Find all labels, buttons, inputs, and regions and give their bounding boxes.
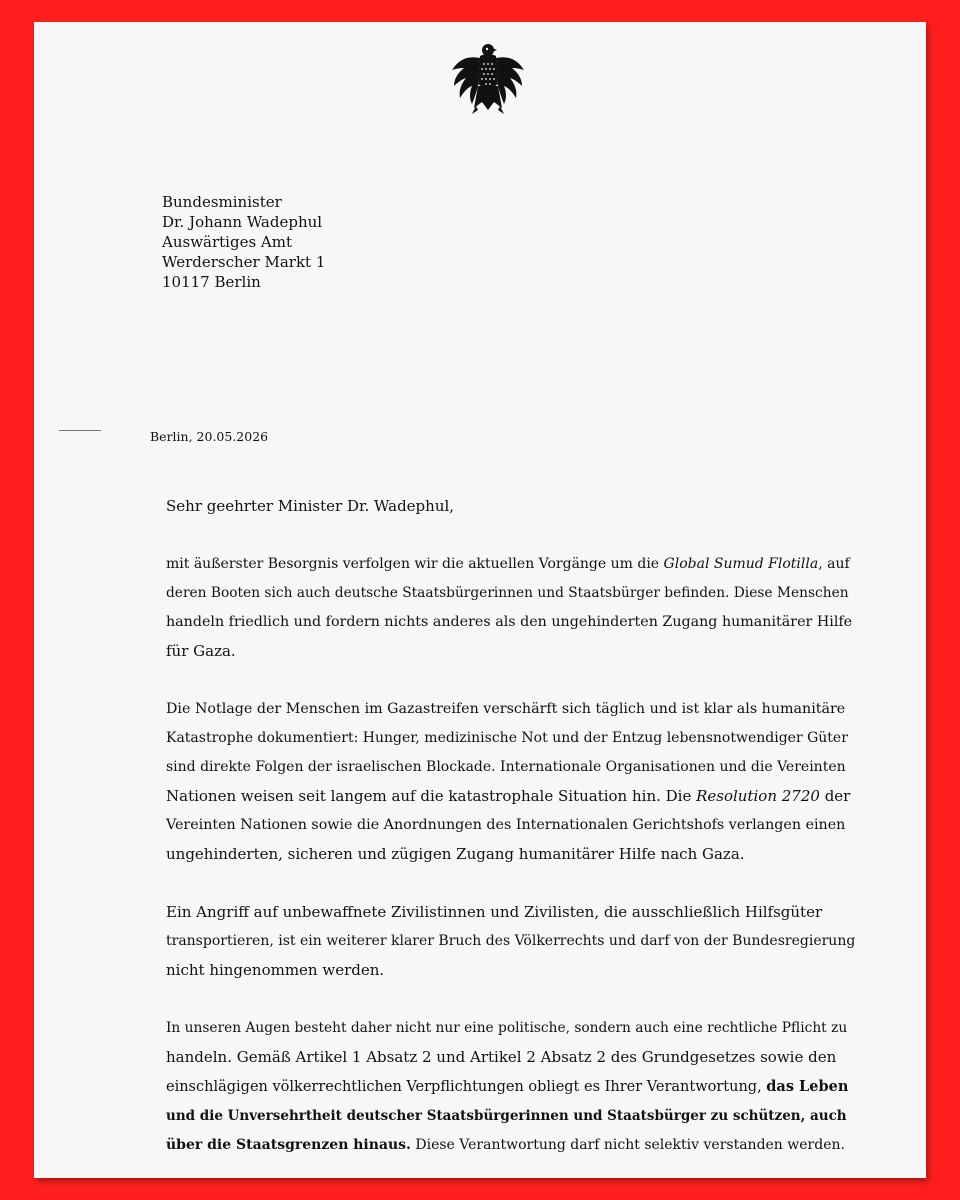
letter-date: Berlin, 20.05.2026 (150, 429, 269, 444)
paragraph-line: handeln friedlich und fordern nichts anderes als den ungehinderten Zugang humanitärer Hilfe (166, 614, 853, 630)
paragraph-line (166, 1072, 856, 1102)
letter-sheet (34, 22, 926, 1178)
paragraph-line: deren Booten sich auch deutsche Staatsbürgerinnen und Staatsbürger befinden. Diese Menschen (166, 585, 849, 601)
paragraph-line: Katastrophe dokumentiert: Hunger, medizinische Not und der Entzug lebensnotwendiger Güter (166, 730, 848, 746)
recipient-name: Dr. Johann Wadephul (162, 213, 323, 231)
bundestag-eagle-icon (448, 40, 528, 116)
paragraph-line: In unseren Augen besteht daher nicht nur eine politische, sondern auch eine rechtliche Pflicht zu (166, 1020, 848, 1036)
paragraph-line: für Gaza. (166, 642, 236, 660)
letter-body (166, 492, 856, 1178)
recipient-city: 10117 Berlin (162, 273, 261, 291)
text-segment: mit äußerster Besorgnis verfolgen wir die aktuellen Vorgänge um die (166, 556, 664, 572)
paragraph-4 (166, 1014, 856, 1160)
paragraph-line (166, 1102, 856, 1131)
paragraph-2 (166, 695, 856, 869)
salutation: Sehr geehrter Minister Dr. Wadephul, (166, 497, 455, 515)
text-segment: einschlägigen völkerrechtlichen Verpflichtungen obliegt es Ihrer Verantwortung, (166, 1079, 767, 1095)
paragraph-1 (166, 550, 856, 666)
text-segment: der (819, 787, 851, 805)
paragraph-line: nicht hingenommen werden. (166, 961, 385, 979)
paragraph-line: sind direkte Folgen der israelischen Blockade. Internationale Organisationen und die Vereinten (166, 759, 846, 775)
paragraph-line: transportieren, ist ein weiterer klarer Bruch des Völkerrechts und darf von der Bundesregierung (166, 933, 856, 949)
text-segment: Nationen weisen seit langem auf die katastrophale Situation hin. Die (166, 787, 697, 805)
recipient-title: Bundesminister (162, 193, 282, 211)
paragraph-line (166, 1131, 856, 1160)
paragraph-line (166, 550, 856, 579)
fold-mark (59, 430, 101, 431)
recipient-office: Auswärtiges Amt (162, 233, 292, 251)
paragraph-line: handeln. Gemäß Artikel 1 Absatz 2 und Artikel 2 Absatz 2 des Grundgesetzes sowie den (166, 1048, 837, 1066)
recipient-address (162, 192, 325, 292)
paragraph-line: Die Notlage der Menschen im Gazastreifen verschärft sich täglich und ist klar als humanitäre (166, 701, 846, 717)
paragraph-line: Vereinten Nationen sowie die Anordnungen des Internationalen Gerichtshofs verlangen einen (166, 817, 846, 833)
paragraph-line (166, 782, 856, 811)
paragraph-3 (166, 898, 856, 985)
bold-segment: über die Staatsgrenzen hinaus. (166, 1137, 411, 1153)
recipient-street: Werderscher Markt 1 (162, 253, 326, 271)
bold-segment: und die Unversehrtheit deutscher Staatsbürgerinnen und Staatsbürger zu schützen, auch (166, 1108, 847, 1124)
italic-segment: Resolution 2720 (696, 787, 820, 805)
bold-segment: das Leben (766, 1078, 849, 1095)
text-segment: , auf (818, 556, 850, 572)
paragraph-line: Ein Angriff auf unbewaffnete Zivilistinnen und Zivilisten, die ausschließlich Hilfsgüter (166, 903, 823, 921)
italic-segment: Global Sumud Flotilla (663, 556, 819, 572)
paragraph-line: ungehinderten, sicheren und zügigen Zugang humanitärer Hilfe nach Gaza. (166, 845, 745, 863)
text-segment: Diese Verantwortung darf nicht selektiv verstanden werden. (410, 1137, 845, 1153)
